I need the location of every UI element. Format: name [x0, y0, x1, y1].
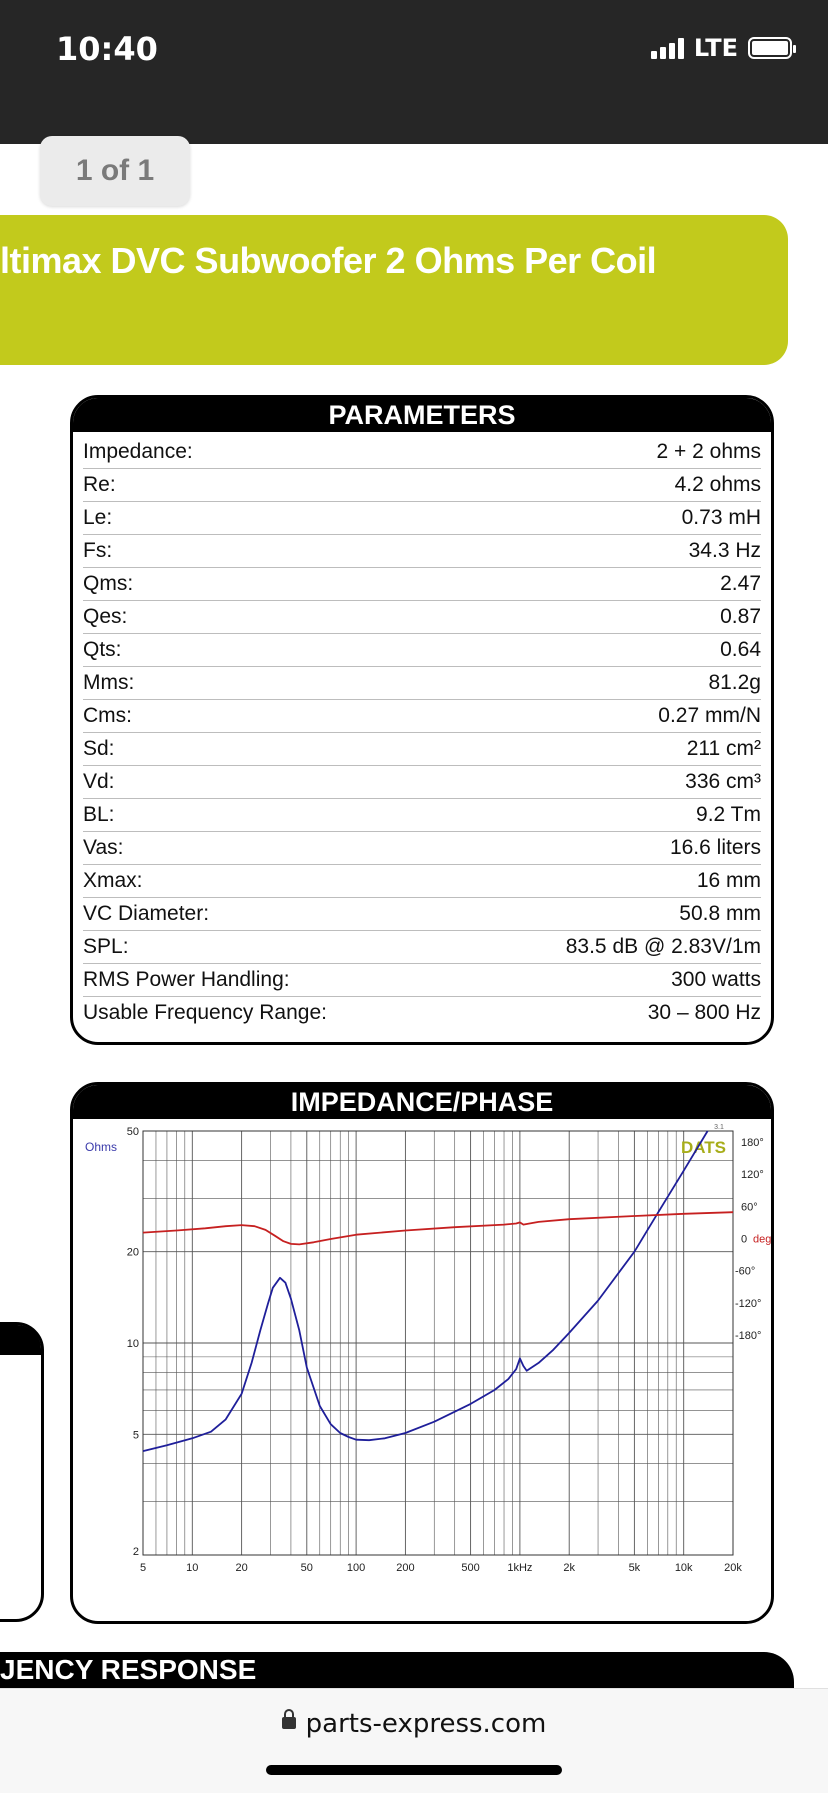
- parameter-row: [83, 469, 761, 502]
- parameter-value: 34.3 Hz: [688, 539, 761, 562]
- parameters-panel: [70, 395, 774, 1045]
- parameter-value: 0.64: [720, 638, 761, 661]
- parameter-value: 16 mm: [696, 869, 761, 892]
- parameter-label: Sd:: [83, 737, 115, 760]
- parameter-label: Qes:: [83, 605, 128, 628]
- parameter-row: [83, 964, 761, 997]
- y2-tick-label: 0: [741, 1233, 748, 1246]
- battery-icon: [748, 37, 792, 59]
- parameter-row: [83, 502, 761, 535]
- parameter-value: 0.73 mH: [681, 506, 761, 529]
- impedance-chart: [73, 1119, 771, 1583]
- parameter-row: [83, 568, 761, 601]
- y-tick-label: 50: [126, 1126, 139, 1138]
- parameter-value: 83.5 dB @ 2.83V/1m: [565, 935, 761, 958]
- parameter-row: [83, 997, 761, 1030]
- parameter-row: [83, 865, 761, 898]
- parameter-row: [83, 898, 761, 931]
- lock-icon: [282, 1717, 296, 1729]
- parameter-label: Impedance:: [83, 440, 193, 463]
- x-tick-label: 10k: [674, 1562, 693, 1574]
- parameter-value: 211 cm²: [686, 737, 761, 760]
- network-label: LTE: [693, 34, 738, 62]
- status-bar: [0, 0, 828, 96]
- parameter-row: [83, 601, 761, 634]
- x-tick-label: 5k: [628, 1562, 641, 1574]
- parameter-value: 81.2g: [708, 671, 761, 694]
- y2-tick-label: 180°: [741, 1137, 764, 1149]
- x-tick-label: 20k: [724, 1562, 742, 1574]
- x-tick-label: 100: [346, 1562, 366, 1574]
- parameter-label: Xmax:: [83, 869, 143, 892]
- parameters-heading: PARAMETERS: [73, 398, 771, 432]
- x-tick-label: 200: [396, 1562, 415, 1574]
- x-tick-label: 2k: [563, 1562, 576, 1574]
- x-tick-label: 10: [186, 1562, 199, 1574]
- x-tick-label: 5: [139, 1562, 147, 1574]
- parameter-label: Fs:: [83, 539, 113, 562]
- url-bar[interactable]: [0, 1709, 828, 1739]
- parameter-value: 0.27 mm/N: [658, 704, 761, 727]
- parameter-value: 2.47: [720, 572, 761, 595]
- parameter-value: 0.87: [720, 605, 761, 628]
- parameter-label: Cms:: [83, 704, 132, 727]
- parameter-value: 30 – 800 Hz: [647, 1001, 761, 1024]
- parameter-row: [83, 832, 761, 865]
- parameter-row: [83, 535, 761, 568]
- x-tick-label: 20: [235, 1562, 248, 1574]
- y2-tick-label: -180°: [735, 1330, 762, 1342]
- impedance-phase-panel: [70, 1082, 774, 1624]
- parameter-label: VC Diameter:: [83, 902, 210, 925]
- y-tick-label: 10: [126, 1338, 139, 1350]
- page-indicator: 1 of 1: [40, 136, 190, 206]
- parameter-label: Vas:: [83, 836, 124, 859]
- parameter-label: RMS Power Handling:: [83, 968, 290, 991]
- dats-watermark: DATS: [680, 1138, 726, 1157]
- parameter-label: Re:: [83, 473, 116, 496]
- parameter-value: 50.8 mm: [679, 902, 761, 925]
- parameter-label: Qts:: [83, 638, 122, 661]
- parameter-row: [83, 766, 761, 799]
- y-tick-label: 2: [132, 1546, 139, 1558]
- y-tick-label: 20: [126, 1246, 139, 1259]
- next-section-title: JENCY RESPONSE: [0, 1654, 257, 1685]
- url-text[interactable]: parts-express.com: [305, 1709, 547, 1739]
- home-indicator[interactable]: [266, 1765, 562, 1775]
- parameter-label: SPL:: [83, 935, 129, 958]
- parameter-value: 2 + 2 ohms: [656, 440, 761, 463]
- parameter-row: [83, 700, 761, 733]
- parameter-value: 300 watts: [671, 968, 761, 991]
- title-banner: [0, 215, 788, 365]
- parameter-label: Usable Frequency Range:: [83, 1001, 327, 1024]
- parameter-label: Mms:: [83, 671, 135, 694]
- parameter-value: 9.2 Tm: [696, 803, 761, 826]
- parameter-value: 336 cm³: [685, 770, 761, 793]
- parameter-label: Vd:: [83, 770, 115, 793]
- parameter-label: Qms:: [83, 572, 134, 595]
- impedance-curve: [143, 1131, 708, 1451]
- y2-tick-label: 120°: [741, 1169, 764, 1182]
- signal-icon: [651, 37, 684, 59]
- parameter-row: [83, 931, 761, 964]
- product-title: ltimax DVC Subwoofer 2 Ohms Per Coil: [0, 240, 657, 281]
- parameter-row: [83, 667, 761, 700]
- x-tick-label: 500: [461, 1562, 480, 1574]
- parameter-value: 4.2 ohms: [674, 473, 761, 496]
- y2-tick-label: 60°: [741, 1201, 758, 1214]
- impedance-chart-area: [73, 1119, 771, 1583]
- parameter-row: [83, 634, 761, 667]
- x-tick-label: 50: [300, 1562, 313, 1574]
- chart-title: IMPEDANCE/PHASE: [73, 1085, 771, 1119]
- parameter-row: [83, 436, 761, 469]
- y2-unit-label: deg: [753, 1233, 771, 1246]
- phase-curve: [143, 1212, 733, 1244]
- parameters-table: [73, 432, 771, 1030]
- side-card: [0, 1322, 44, 1622]
- version-label: 3.1: [714, 1124, 724, 1131]
- parameter-label: Le:: [83, 506, 113, 529]
- parameter-value: 16.6 liters: [669, 836, 761, 859]
- status-time: 10:40: [56, 30, 158, 68]
- y2-tick-label: -120°: [735, 1297, 762, 1310]
- x-tick-label: 1kHz: [507, 1562, 533, 1574]
- y-axis-label: Ohms: [85, 1140, 118, 1154]
- parameter-row: [83, 733, 761, 766]
- browser-bottom-bar: [0, 1688, 828, 1793]
- parameter-label: BL:: [83, 803, 115, 826]
- y-tick-label: 5: [132, 1429, 139, 1442]
- status-indicators: [651, 34, 792, 62]
- y2-tick-label: -60°: [735, 1265, 756, 1278]
- parameter-row: [83, 799, 761, 832]
